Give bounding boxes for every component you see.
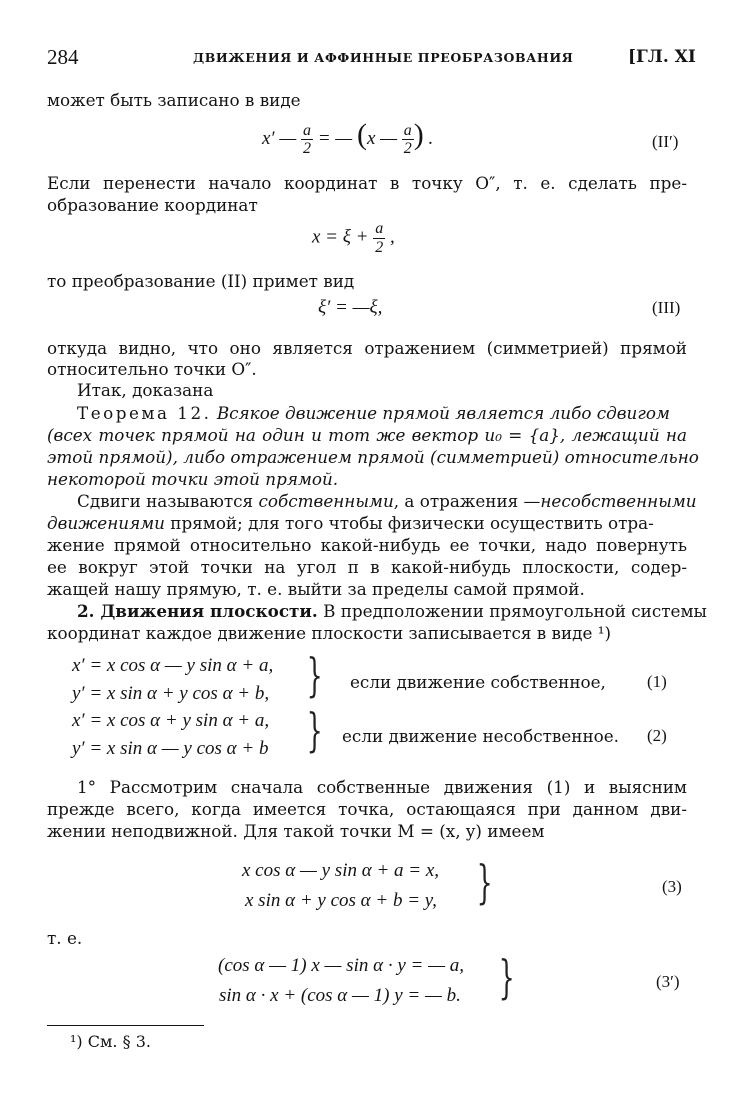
text-line: жащей нашу прямую, т. е. выйти за пределы самой прямой.	[47, 579, 585, 599]
text-line: Сдвиги называются собственными, а отражения —несобственными	[77, 491, 697, 511]
theorem-line: (всех точек прямой на один и тот же вектор u₀ = {a}, лежащий на	[47, 425, 687, 445]
equation-number: (1)	[647, 672, 667, 691]
text-line: Если перенести начало координат в точку O″, т. е. сделать пре-	[47, 173, 687, 193]
equation-number: (3)	[662, 877, 682, 896]
text-line: т. е.	[47, 928, 83, 948]
equation-number: (II′)	[652, 132, 679, 151]
system-2-line-2: y′ = x sin α — y cos α + b	[72, 738, 269, 759]
text-line: то преобразование (II) примет вид	[47, 271, 355, 291]
theorem-line: некоторой точки этой прямой.	[47, 469, 339, 489]
equation-number: (3′)	[656, 972, 680, 991]
right-brace: }	[306, 703, 323, 757]
text-line: прежде всего, когда имеется точка, остающаяся при данном дви-	[47, 799, 687, 819]
text-line: откуда видно, что оно является отражением (симметрией) прямой	[47, 338, 687, 358]
text-line: 1° Рассмотрим сначала собственные движения (1) и выясним	[77, 777, 687, 797]
system-2-line-1: x′ = x cos α + y sin α + a,	[72, 710, 270, 731]
text-line: жение прямой относительно какой-нибудь ее точки, надо повернуть	[47, 535, 687, 555]
system-1-line-2: y′ = x sin α + y cos α + b,	[72, 683, 270, 704]
right-brace: }	[476, 855, 493, 909]
theorem-line: Теорема 12. Всякое движение прямой является либо сдвигом	[77, 403, 670, 423]
footnote-rule	[47, 1025, 204, 1026]
section-title: 2. Движения плоскости.	[77, 601, 318, 621]
equation-II-prime: x′ — $\frac{a}{2}$ = — (x — $\frac{a}{2}$ ) .	[262, 118, 434, 158]
equation-III: ξ′ = —ξ,	[318, 297, 383, 318]
text-line: Итак, доказана	[77, 380, 214, 400]
right-brace: }	[498, 950, 515, 1004]
text-line: относительно точки O″.	[47, 359, 257, 379]
system-3-line-1: x cos α — y sin α + a = x,	[242, 860, 440, 881]
section-heading-line: 2. Движения плоскости. В предположении прямоугольной системы	[77, 601, 707, 621]
system-3-line-2: x sin α + y cos α + b = y,	[245, 890, 437, 911]
text-line: движениями прямой; для того чтобы физически осуществить отра-	[47, 513, 654, 533]
system-3-prime-line-2: sin α · x + (cos α — 1) y = — b.	[219, 985, 461, 1006]
text-line: жении неподвижной. Для такой точки M = (x, y) имеем	[47, 821, 545, 841]
theorem-line: этой прямой), либо отражением прямой (симметрией) относительно	[47, 447, 699, 467]
text-line: ее вокруг этой точки на угол π в какой-нибудь плоскости, содер-	[47, 557, 687, 577]
equation-number: (III)	[652, 298, 681, 317]
system-1-line-1: x′ = x cos α — y sin α + a,	[72, 655, 274, 676]
text-line: может быть записано в виде	[47, 90, 301, 110]
page-number: 284	[47, 45, 79, 69]
theorem-name: Теорема 12.	[77, 403, 212, 423]
equation-number: (2)	[647, 726, 667, 745]
footnote: ¹) См. § 3.	[70, 1032, 151, 1051]
running-title: ДВИЖЕНИЯ И АФФИННЫЕ ПРЕОБРАЗОВАНИЯ	[193, 50, 574, 65]
right-brace: }	[306, 648, 323, 702]
system-3-prime-line-1: (cos α — 1) x — sin α · y = — a,	[218, 955, 464, 976]
text-line: образование координат	[47, 195, 258, 215]
system-1-condition: если движение собственное,	[350, 672, 606, 692]
chapter-label: [ГЛ. XI	[628, 47, 696, 67]
text-line: координат каждое движение плоскости записывается в виде ¹)	[47, 623, 612, 643]
equation-coordinate-shift: x = ξ + $\frac{a}{2}$ ,	[312, 220, 395, 256]
system-2-condition: если движение несобственное.	[342, 726, 619, 746]
